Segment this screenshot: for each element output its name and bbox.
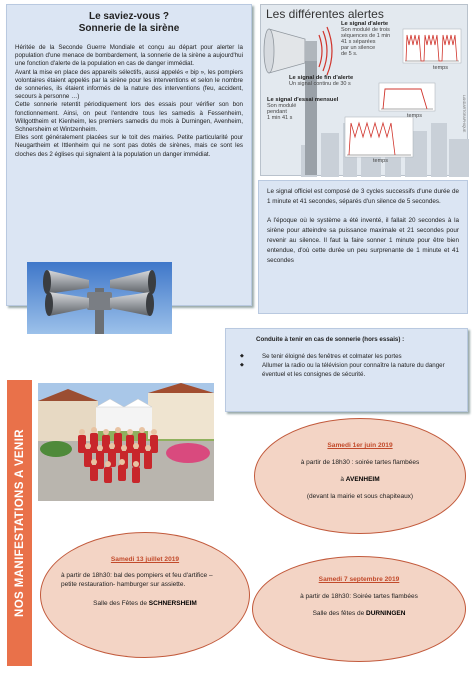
info-box (6, 4, 252, 306)
group-photo (38, 383, 214, 501)
event-date: Samedi 1er juin 2019 (327, 442, 393, 449)
event-location: à AVENHEIM (340, 476, 380, 483)
event-location: Salle des fêtes de DURNINGEN (312, 610, 406, 617)
list-item: ◆ Allumer la radio ou la télévision pour connaître la nature du danger éventuel et les consignes de sécurité. (240, 361, 459, 379)
test-label: Le signal d'essai mensuel Son modulé pendant 1 min 41 s (267, 97, 339, 121)
end-alert-label: Le signal de fin d'alerte Un signal continu de 30 s (289, 75, 354, 87)
conduct-title: Conduite à tenir en cas de sonnerie (hors essais) : (256, 336, 405, 343)
alert-label: Le signal d'alerte Son modulé de trois séquences de 1 min 41 s séparées par un silence de 5 s. (341, 21, 391, 57)
event-card (252, 556, 466, 662)
info-body (15, 44, 243, 159)
event-card (40, 532, 250, 658)
event-date: Samedi 7 septembre 2019 (318, 576, 400, 583)
time-label: temps (373, 158, 388, 164)
signal-paragraph: Le signal officiel est composé de 3 cycles successifs d'une durée de 1 minute et 41 secondes, séparés d'un silence de 5 secondes. (267, 188, 459, 205)
event-location: Salle des Fêtes de SCHNERSHEIM (93, 600, 197, 607)
event-date: Samedi 13 juillet 2019 (110, 556, 180, 563)
info-paragraph: Cette sonnerie retentit périodiquement lors des essais pour vérifier son bon fonctionnement. Ainsi, on peut l'entendre tous les samedis à Fessenheim, Willgottheim et Kienheim, les premiers samedis du mois à Durningen, Avenheim, Schnersheim et Wintzenheim. (15, 101, 243, 134)
diagram-title: Les différentes alertes (266, 7, 384, 21)
siren-photo (27, 262, 172, 334)
event-card (254, 418, 466, 534)
event-description: à partir de 18h30: Soirée tartes flambées (300, 593, 418, 600)
event-note: (devant la mairie et sous chapiteaux) (306, 493, 414, 500)
signal-paragraph: A l'époque où le système a été inventé, il fallait 20 secondes à la sirène pour atteindre sa puissance maximale et 21 secondes pour revenir au silence. Il faut la faire sonner 1 minute pour être bien entendue, d'où cette durée un peu surprenante de 1 minute et 41 secondes (267, 217, 459, 264)
info-paragraph: Héritée de la Seconde Guerre Mondiale et conçu au départ pour alerter la population d'une menace de bombardement, la sonnerie de la sirène a aujourd'hui une fonction d'alerte de la population en cas de danger immédiat. (15, 44, 243, 68)
time-label: temps (433, 65, 448, 71)
diagram-credit: LANDARTGRAPHIQUE (462, 95, 466, 133)
info-title: Le saviez-vous ? Sonnerie de la sirène (78, 11, 180, 34)
event-description: à partir de 18h30: bal des pompiers et feu d'artifice – petite restauration- hamburger sur assiette. (61, 572, 213, 588)
info-paragraph: Avant la mise en place des appareils sélectifs, aussi appelés « bip », les pompiers volontaires étaient appelés par la sirène pour les interventions et selon le nombre de sonneries, ils étaient informés de la nature des interventions (feu, accident, secours à personne …) (15, 68, 243, 101)
alert-diagram (260, 4, 468, 176)
info-paragraph: Elles sont généralement placées sur le toit des mairies. Petite particularité pour Neugartheim et Ittlenheim qui ne sont pas dotés de sirènes, mais ce sont les cloches des 2 églises qui signalent à la population un danger immédiat. (15, 134, 243, 158)
conduct-box (225, 328, 468, 412)
event-description: à partir de 18h30 : soirée tartes flambées (300, 459, 420, 466)
list-item: ◆ Se tenir éloigné des fenêtres et colmater les portes (240, 352, 459, 361)
time-label: temps (407, 113, 422, 119)
conduct-list (240, 352, 459, 379)
signal-box (258, 180, 468, 314)
events-banner (7, 380, 32, 666)
events-banner-text: NOS MANIFESTATIONS A VENIR (13, 428, 26, 617)
